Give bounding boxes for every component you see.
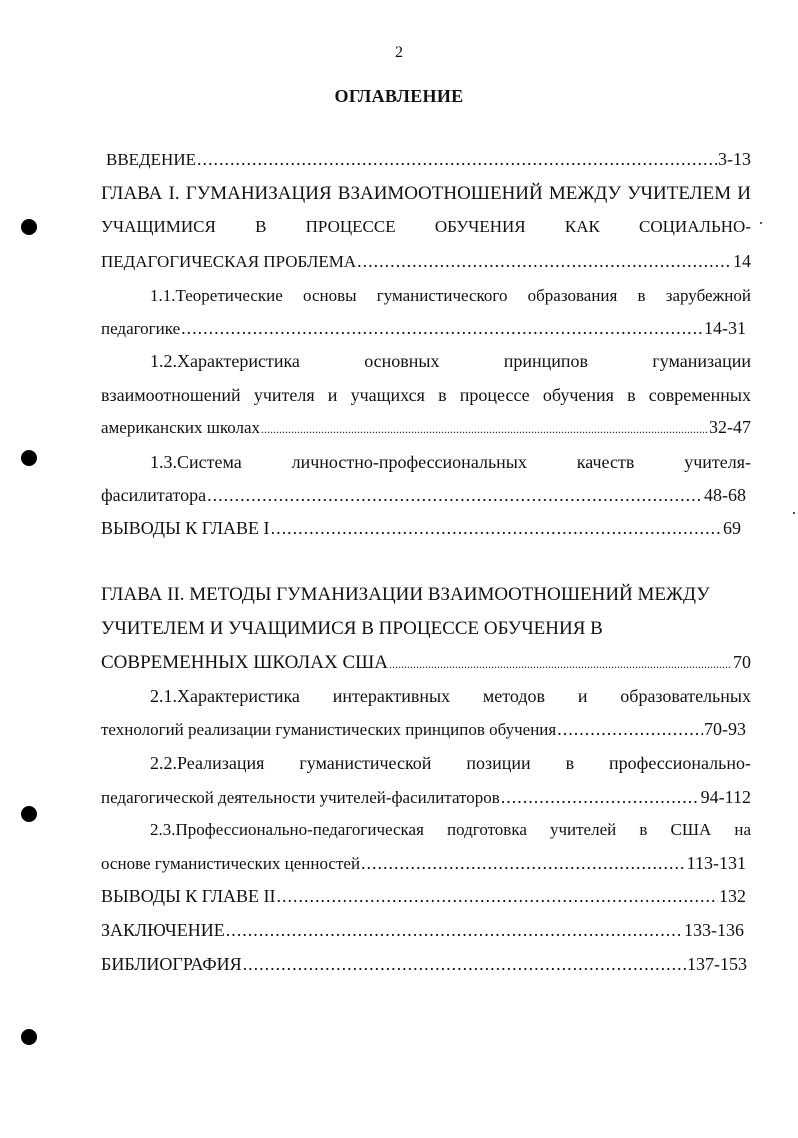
toc-chapter-2-line-1: ГЛАВА II. МЕТОДЫ ГУМАНИЗАЦИИ ВЗАИМООТНОШЕНИЙ МЕЖДУ <box>101 584 710 605</box>
toc-entry-text: американских школах <box>101 418 261 437</box>
toc-entry-text: ВЫВОДЫ К ГЛАВЕ I <box>101 518 270 538</box>
toc-chapter-1-line-2: УЧАЩИМИСЯ В ПРОЦЕССЕ ОБУЧЕНИЯ КАК СОЦИАЛЬНО- <box>101 217 751 236</box>
dot-leader <box>243 952 686 976</box>
toc-section-1-2-line-1: 1.2.Характеристика основных принципов гуманизации <box>150 351 751 371</box>
toc-entry-pages: 137-153 <box>687 954 747 974</box>
dot-leader <box>261 417 708 441</box>
scan-speck <box>760 222 762 224</box>
toc-entry-bibliography <box>101 952 747 976</box>
toc-section-1-2-line-2: взаимоотношений учителя и учащихся в процессе обучения в современных <box>101 385 751 405</box>
toc-entry-text: СОВРЕМЕННЫХ ШКОЛАХ США <box>101 652 389 673</box>
page-number: 2 <box>395 44 403 61</box>
binder-hole-3 <box>21 806 37 822</box>
toc-entry-text: педагогической деятельности учителей-фасилитаторов <box>101 788 500 807</box>
dot-leader <box>181 316 703 340</box>
toc-entry-pages: 132 <box>719 886 746 906</box>
toc-entry-text: ЗАКЛЮЧЕНИЕ <box>101 920 225 940</box>
toc-entry-text: БИБЛИОГРАФИЯ <box>101 954 242 974</box>
toc-section-2-1-line-1: 2.1.Характеристика интерактивных методов и образовательных <box>150 686 751 706</box>
toc-chapter-1-line-3 <box>101 249 751 274</box>
toc-entry-intro <box>106 147 751 172</box>
toc-section-2-2-line-1: 2.2.Реализация гуманистической позиции в профессионально- <box>150 753 751 773</box>
toc-entry-conclusion <box>101 918 744 942</box>
toc-chapter-1-line-1: ГЛАВА I. ГУМАНИЗАЦИЯ ВЗАИМООТНОШЕНИЙ МЕЖДУ УЧИТЕЛЕМ И <box>101 183 751 204</box>
toc-entry-pages: 48-68 <box>704 485 746 505</box>
toc-entry-text: ВЫВОДЫ К ГЛАВЕ II <box>101 886 276 906</box>
page-title: ОГЛАВЛЕНИЕ <box>334 86 464 106</box>
toc-section-2-2-line-2 <box>101 785 751 810</box>
toc-entry-pages: 14-31 <box>704 318 746 338</box>
toc-section-2-1-line-2 <box>101 717 746 742</box>
toc-entry-pages: 14 <box>733 251 751 271</box>
toc-entry-pages: 70-93 <box>704 719 746 739</box>
toc-section-1-1-line-1: 1.1.Теоретические основы гуманистического образования в зарубежной <box>150 286 751 305</box>
dot-leader <box>501 785 700 809</box>
toc-entry-pages: 113-131 <box>686 853 746 873</box>
binder-hole-2 <box>21 450 37 466</box>
dot-leader <box>361 851 686 875</box>
toc-entry-pages: 3-13 <box>718 149 751 169</box>
toc-entry-pages: 133-136 <box>684 920 744 940</box>
toc-entry-text: ВВЕДЕНИЕ <box>106 150 196 169</box>
dot-leader <box>557 717 703 741</box>
toc-chapter-2-line-2: УЧИТЕЛЕМ И УЧАЩИМИСЯ В ПРОЦЕССЕ ОБУЧЕНИЯ В <box>101 618 603 639</box>
toc-entry-text: ПЕДАГОГИЧЕСКАЯ ПРОБЛЕМА <box>101 252 357 271</box>
toc-section-1-3-line-1: 1.3.Система личностно-профессиональных качеств учителя- <box>150 452 751 472</box>
toc-entry-text: фасилитатора <box>101 485 207 505</box>
toc-section-1-1-line-2 <box>101 316 746 341</box>
toc-entry-conclusions-1 <box>101 516 741 540</box>
toc-entry-text: педагогике <box>101 319 181 338</box>
dot-leader <box>197 147 717 171</box>
toc-entry-pages: 70 <box>733 652 751 672</box>
toc-entry-pages: 69 <box>723 518 741 538</box>
binder-hole-1 <box>21 219 37 235</box>
toc-entry-text: технологий реализации гуманистических принципов обучения <box>101 720 557 739</box>
dot-leader <box>207 483 703 507</box>
dot-leader <box>271 516 722 540</box>
binder-hole-4 <box>21 1029 37 1045</box>
dot-leader <box>226 918 683 942</box>
toc-section-1-2-line-3 <box>101 415 751 441</box>
toc-section-1-3-line-2 <box>101 483 746 507</box>
toc-entry-pages: 32-47 <box>709 417 751 437</box>
toc-entry-text: основе гуманистических ценностей <box>101 854 361 873</box>
dot-leader <box>277 884 718 908</box>
toc-entry-pages: 94-112 <box>700 787 751 807</box>
scan-speck <box>793 512 795 514</box>
toc-entry-conclusions-2 <box>101 884 746 908</box>
toc-section-2-3-line-1: 2.3.Профессионально-педагогическая подготовка учителей в США на <box>150 820 751 839</box>
dot-leader <box>389 652 732 676</box>
toc-chapter-2-line-3 <box>101 650 751 676</box>
toc-section-2-3-line-2 <box>101 851 746 876</box>
dot-leader <box>357 249 732 273</box>
